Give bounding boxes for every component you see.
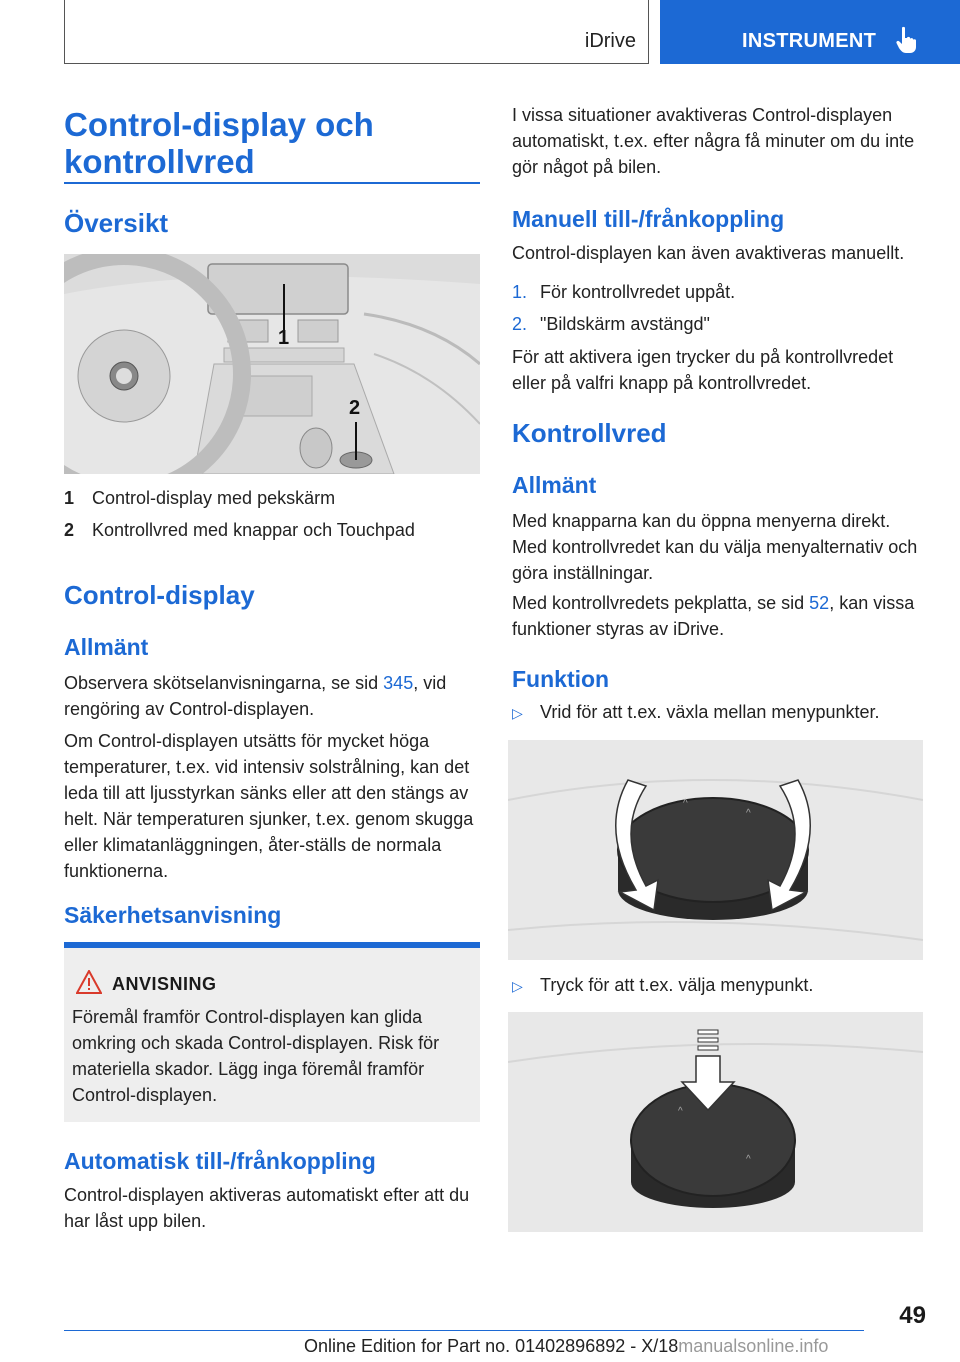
- legend-text: Control-display med pekskärm: [92, 488, 336, 508]
- svg-text:^: ^: [683, 798, 688, 809]
- function-heading: Funktion: [512, 666, 610, 692]
- cockpit-figure: [64, 254, 480, 474]
- press-knob-illustration: [508, 1012, 923, 1232]
- bullet-text: Vrid för att t.ex. växla mellan menypunkter.: [540, 702, 880, 722]
- footer-edition: [304, 1336, 828, 1357]
- footer-rule: [64, 1330, 864, 1331]
- warning-text: Föremål framför Control-displayen kan glida omkring och skada Control-displayen. Risk för materiella skador. Lägg inga föremål framför Control-displayen.: [72, 1007, 440, 1105]
- bullet-item: [512, 975, 813, 996]
- touchpad-paragraph: [512, 590, 928, 642]
- auto-heading: Automatisk till-/frånkoppling: [64, 1148, 376, 1174]
- callout-2: 2: [349, 397, 361, 419]
- text-run: , vid rengöring av Control-displayen.: [64, 673, 447, 719]
- reactivate-paragraph: För att aktivera igen trycker du på kontrollvredet eller på valfri knapp på kontrollvredet.: [512, 347, 894, 393]
- general-heading: Allmänt: [64, 634, 149, 660]
- header-section-box: [64, 0, 649, 64]
- step-item: [512, 314, 710, 335]
- header-chapter-tab[interactable]: [660, 0, 960, 64]
- page-title: Control-display och kontrollvred: [64, 106, 374, 180]
- header-chapter-label: INSTRUMENT: [742, 30, 877, 52]
- hand-pointer-icon: [896, 26, 920, 54]
- auto-paragraph: Control-displayen aktiveras automatiskt efter att du har låst upp bilen.: [64, 1185, 470, 1231]
- manual-paragraph: Control-displayen kan även avaktiveras manuellt.: [512, 243, 905, 263]
- control-display-heading: Control-display: [64, 580, 255, 610]
- text-run: Med kontrollvredets pekplatta, se sid: [512, 593, 810, 613]
- overview-heading: Översikt: [64, 208, 169, 238]
- safety-heading: Säkerhetsanvisning: [64, 902, 282, 928]
- cockpit-illustration: [64, 254, 480, 474]
- legend-text: Kontrollvred med knappar och Touchpad: [92, 520, 415, 540]
- step-text: För kontrollvredet uppåt.: [540, 282, 736, 302]
- svg-text:^: ^: [678, 1106, 683, 1117]
- page-link-52[interactable]: 52: [809, 593, 830, 613]
- legend-number: 2: [64, 520, 75, 540]
- triangle-bullet-icon: ▷: [512, 978, 523, 994]
- svg-text:^: ^: [746, 808, 751, 819]
- legend-number: 1: [64, 488, 75, 508]
- knob-general-heading: Allmänt: [512, 472, 597, 498]
- general-paragraph-1: [64, 670, 480, 722]
- page-number: 49: [899, 1302, 926, 1329]
- rotate-knob-illustration: [508, 740, 923, 960]
- header-section-title: iDrive: [584, 30, 636, 52]
- bullet-item: [512, 702, 880, 723]
- triangle-bullet-icon: ▷: [512, 705, 523, 721]
- watermark: manualsonline.info: [678, 1336, 829, 1356]
- warning-box: [64, 942, 480, 1122]
- title-rule: [64, 182, 480, 184]
- callout-1: 1: [278, 327, 290, 349]
- text-run: , kan vissa funktioner styras av iDrive.: [512, 593, 915, 639]
- text-run: Observera skötselanvisningarna, se sid: [64, 673, 384, 693]
- press-knob-figure: [508, 1012, 923, 1232]
- edition-text: Online Edition for Part no. 01402896892 - X/18: [304, 1336, 679, 1356]
- legend-item: [64, 488, 335, 509]
- knob-heading: Kontrollvred: [512, 418, 667, 448]
- step-text: "Bildskärm avstängd": [540, 314, 710, 334]
- bullet-text: Tryck för att t.ex. välja menypunkt.: [540, 975, 814, 995]
- warning-title: ANVISNING: [112, 974, 217, 994]
- rotate-knob-figure: [508, 740, 923, 960]
- warning-triangle-icon: [76, 970, 102, 994]
- legend-item: [64, 520, 415, 541]
- svg-text:^: ^: [746, 1154, 751, 1165]
- general-paragraph-2: Om Control-displayen utsätts för mycket höga temperaturer, t.ex. vid intensiv solstrålning, kan det leda till att ljusstyrkan sänks eller att den stängs av helt. När temperaturen sjunker, t.ex. genom skugga eller klimatanläggningen, åter-ställs de normala funktionerna.: [64, 731, 474, 881]
- page-link-345[interactable]: 345: [383, 673, 414, 693]
- step-item: [512, 282, 735, 303]
- manual-heading: Manuell till-/frånkoppling: [512, 206, 785, 232]
- step-number: 2.: [512, 314, 528, 334]
- knob-general-paragraph: Med knapparna kan du öppna menyerna direkt. Med kontrollvredet kan du välja menyalternativ och göra inställningar.: [512, 511, 918, 583]
- intro-paragraph: I vissa situationer avaktiveras Control-displayen automatiskt, t.ex. efter några få minuter om du inte gör något på bilen.: [512, 105, 915, 177]
- step-number: 1.: [512, 282, 528, 302]
